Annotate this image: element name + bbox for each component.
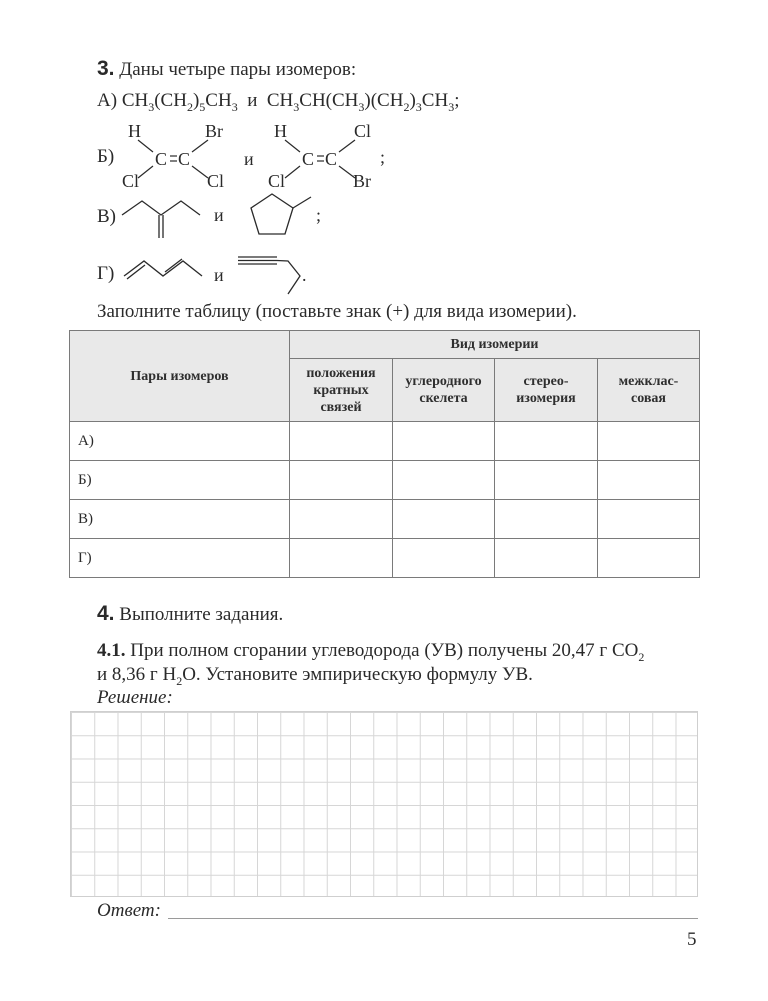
pair-v-structures [120,188,330,246]
row-label: Б) [70,461,290,500]
header-pairs: Пары изомеров [70,331,290,422]
answer-cell[interactable] [393,539,495,578]
pair-g-label: Г) [97,263,115,284]
task4-heading [97,603,283,626]
pair-a-connector: и [247,90,258,111]
b2-top-left: H [274,121,287,141]
pair-b-structures [110,118,400,190]
pair-a-label: А) [97,90,118,111]
answer-cell[interactable] [598,539,700,578]
pair-b-label: Б) [97,146,115,167]
task3-heading [97,58,356,81]
pair-v-label: В) [97,206,116,227]
b1-bottom-right: Cl [207,171,225,190]
solution-grid[interactable] [70,711,698,897]
answer-cell[interactable] [495,422,598,461]
answer-cell[interactable] [598,500,700,539]
pair-g-connector: и [214,265,224,285]
header-stereoisomerism: стерео- изомерия [495,359,598,422]
b1-c1: C [155,149,168,169]
answer-cell[interactable] [290,461,393,500]
task4-intro: Выполните задания. [119,604,284,625]
b2-top-right: Cl [354,121,372,141]
task3-intro: Даны четыре пары изомеров: [119,59,357,80]
b1-top-right: Br [205,121,223,141]
answer-cell[interactable] [495,461,598,500]
table-row [70,500,700,539]
task4-1-number: 4.1. [97,640,126,661]
methylcyclopentane-structure [251,194,311,234]
table-instruction: Заполните таблицу (поставьте знак (+) для вида изомерии). [97,301,577,322]
b2-c2: C [325,149,338,169]
b2-bottom-right: Br [353,171,371,190]
answer-cell[interactable] [495,500,598,539]
answer-label: Ответ: [97,900,161,921]
pentadiene-structure [124,259,202,279]
solution-label: Решение: [97,687,173,708]
answer-cell[interactable] [290,500,393,539]
pair-g-structures [120,248,330,298]
answer-cell[interactable] [598,461,700,500]
answer-cell[interactable] [290,539,393,578]
header-isomerism-type: Вид изомерии [290,331,700,359]
task4-1-line1: 4.1. При полном сгорании углеводорода (УВ) получены 20,47 г $CO_2$ [97,640,645,664]
task3-number: 3. [97,57,115,80]
table-row [70,539,700,578]
pair-a-left-formula: $CH_3(CH_2)_5CH_3$ [121,90,238,114]
header-interclass: межклас- совая [598,359,700,422]
b1-top-left: H [128,121,141,141]
pair-g-end: . [302,265,307,285]
answer-cell[interactable] [598,422,700,461]
pair-a-right-formula: $CH_3CH(CH_3)(CH_2)_3CH_3$; [266,90,460,114]
row-label: А) [70,422,290,461]
answer-cell[interactable] [393,500,495,539]
header-carbon-skeleton: углеродного скелета [393,359,495,422]
pair-b-connector: и [244,149,254,169]
b1-bottom-left: Cl [122,171,140,190]
answer-cell[interactable] [393,461,495,500]
isomerism-table [69,330,700,578]
molecule-b1 [138,140,208,178]
answer-cell[interactable] [495,539,598,578]
task4-number: 4. [97,602,115,625]
molecule-b2 [285,140,355,178]
b2-bottom-left: Cl [268,171,286,190]
table-row [70,461,700,500]
answer-cell[interactable] [290,422,393,461]
pair-a [97,90,459,112]
header-multiple-bond-position: положения кратных связей [290,359,393,422]
2-ethyl-1-butene-structure [122,201,200,238]
page-number: 5 [687,929,697,950]
row-label: В) [70,500,290,539]
pentyne-structure [238,257,300,294]
table-row [70,422,700,461]
b2-c1: C [302,149,315,169]
answer-line[interactable] [168,918,698,919]
pair-v-connector: и [214,205,224,225]
answer-cell[interactable] [393,422,495,461]
b1-c2: C [178,149,191,169]
pair-b-end: ; [380,147,386,167]
row-label: Г) [70,539,290,578]
pair-v-end: ; [316,205,322,225]
task4-1-line2: и 8,36 г $H_2O$. Установите эмпирическую формулу УВ. [97,664,533,688]
